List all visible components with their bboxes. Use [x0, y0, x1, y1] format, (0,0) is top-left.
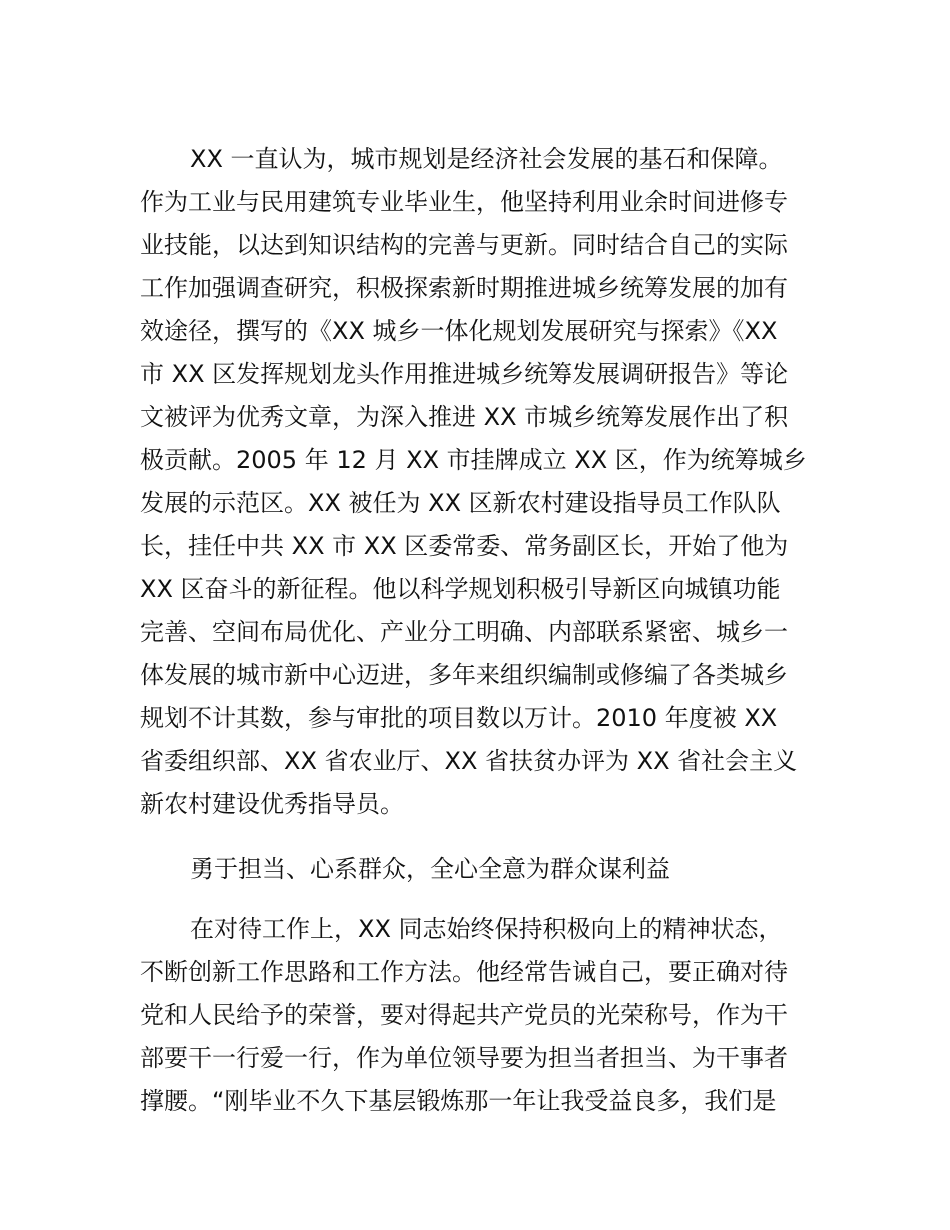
paragraph-line: 发展的示范区。XX 被任为 XX 区新农村建设指导员工作队队: [140, 489, 781, 517]
paragraph-line: 部要干一行爱一行，作为单位领导要为担当者担当、为干事者: [140, 1044, 788, 1072]
section-heading: 勇于担当、心系群众，全心全意为群众谋利益: [190, 855, 670, 883]
paragraph-line: 极贡献。2005 年 12 月 XX 市挂牌成立 XX 区，作为统筹城乡: [140, 446, 807, 474]
paragraph-line: 效途径，撰写的《XX 城乡一体化规划发展研究与探索》《XX: [140, 317, 778, 345]
paragraph-line: 在对待工作上，XX 同志始终保持积极向上的精神状态，: [190, 915, 783, 943]
paragraph-line: 新农村建设优秀指导员。: [140, 790, 404, 818]
paragraph-line: 不断创新工作思路和工作方法。他经常告诫自己，要正确对待: [140, 958, 788, 986]
paragraph-line: 作为工业与民用建筑专业毕业生，他坚持利用业余时间进修专: [140, 188, 788, 216]
paragraph-line: 规划不计其数，参与审批的项目数以万计。2010 年度被 XX: [140, 704, 778, 732]
paragraph-line: 市 XX 区发挥规划龙头作用推进城乡统筹发展调研报告》等论: [140, 360, 789, 388]
paragraph-line: 撑腰。“刚毕业不久下基层锻炼那一年让我受益良多，我们是: [140, 1087, 777, 1115]
paragraph-line: 体发展的城市新中心迈进，多年来组织编制或修编了各类城乡: [140, 661, 788, 689]
paragraph-line: 省委组织部、XX 省农业厅、XX 省扶贫办评为 XX 省社会主义: [140, 747, 798, 775]
paragraph-line: 业技能，以达到知识结构的完善与更新。同时结合自己的实际: [140, 231, 788, 259]
paragraph-line: 完善、空间布局优化、产业分工明确、内部联系紧密、城乡一: [140, 618, 788, 646]
paragraph-line: XX 一直认为，城市规划是经济社会发展的基石和保障。: [190, 145, 783, 173]
paragraph-line: XX 区奋斗的新征程。他以科学规划积极引导新区向城镇功能: [140, 575, 781, 603]
paragraph-line: 党和人民给予的荣誉，要对得起共产党员的光荣称号，作为干: [140, 1001, 788, 1029]
paragraph-line: 文被评为优秀文章，为深入推进 XX 市城乡统筹发展作出了积: [140, 403, 789, 431]
paragraph-line: 工作加强调查研究，积极探索新时期推进城乡统筹发展的加有: [140, 274, 788, 302]
paragraph-line: 长，挂任中共 XX 市 XX 区委常委、常务副区长，开始了他为: [140, 532, 789, 560]
